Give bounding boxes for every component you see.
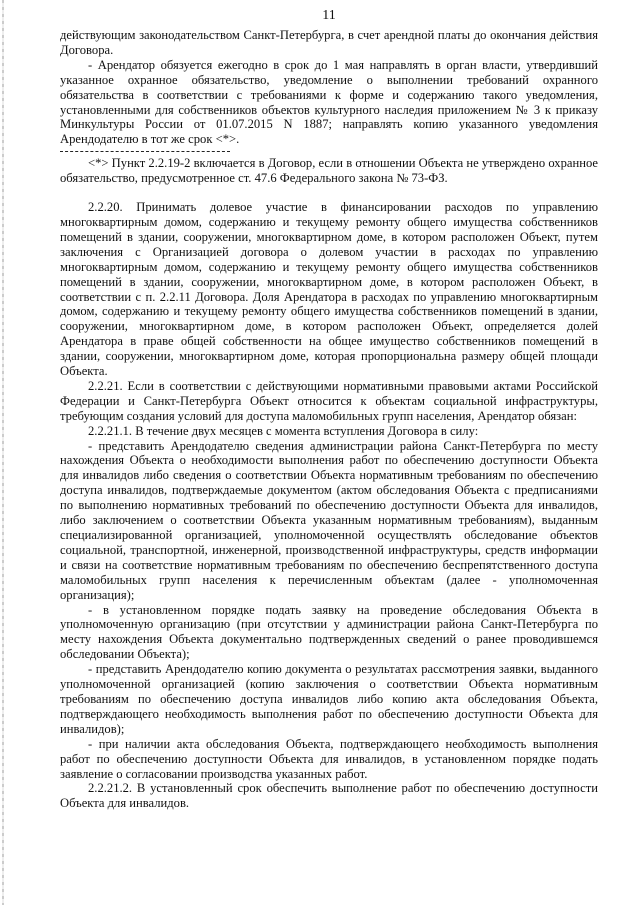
footnote-separator xyxy=(60,151,230,152)
clause-2-2-21-1: 2.2.21.1. В течение двух месяцев с момента вступления Договора в силу: xyxy=(88,423,479,438)
item-provide-copy: - представить Арендодателю копию документа о результатах рассмотрения заявки, выданного уполномоченной организацией (копию заключения о соответствии Объекта нормативным требованиям по обеспечению доступа инвалидов либо копию акта обследования Объекта, подтверждающего необходимость выполнения работ по обеспечению доступности Объекта для инвалидов); xyxy=(60,662,598,736)
item-submit-application: - в установленном порядке подать заявку на проведение обследования Объекта в уполномоченную организацию (при отсутствии у администрации района Санкт-Петербурга по месту нахождения Объекта документально подтвержденных сведений о ранее проводившемся обследовании Объекта); xyxy=(60,602,598,662)
paragraph-continuation: действующим законодательством Санкт-Петербурга, в счет арендной платы до окончания действия Договора. xyxy=(60,28,598,57)
clause-2-2-21: 2.2.21. Если в соответствии с действующими нормативными правовыми актами Российской Федерации и Санкт-Петербурга Объект относится к объектам социальной инфраструктуры, требующим создания условий для доступа маломобильных групп населения, Арендатор обязан: xyxy=(60,378,598,423)
clause-2-2-21-2: 2.2.21.2. В установленный срок обеспечить выполнение работ по обеспечению доступности Объекта для инвалидов. xyxy=(60,781,598,811)
paragraph-notification-duty: - Арендатор обязуется ежегодно в срок до 1 мая направлять в орган власти, утвердивший указанное охранное обязательство, уведомление о выполнении требований охранного обязательства в соответствии с требованиями к форме и содержанию такого уведомления, установленными для собственников объектов культурного наследия приложением № 3 к приказу Минкультуры России от 01.07.2015 N 1887; направлять копию указанного уведомления Арендодателю в тот же срок <*>. xyxy=(60,57,598,147)
scan-edge xyxy=(2,0,4,905)
item-provide-information: - представить Арендодателю сведения администрации района Санкт-Петербурга по месту нахождения Объекта о необходимости выполнения работ по обеспечению доступности Объекта для инвалидов либо сведения о соответствии Объекта нормативным требованиям по обеспечению доступа инвалидов, подтверждаемые документом (актом обследования Объекта с предписаниями по выполнению нормативных требований по обеспечению доступности Объекта для инвалидов, либо заключением о соответствии Объекта указанным нормативным требованиям), выданным специализированной организацией, уполномоченной осуществлять обследование объектов социальной, транспортной, инженерной, производственной инфраструктуры, средств информации и связи на соответствие нормативным требованиям по обеспечению беспрепятственного доступа маломобильных групп населения к перечисленным объектам (далее - уполномоченная организация); xyxy=(60,438,598,602)
page-number: 11 xyxy=(322,8,336,23)
item-approval-request: - при наличии акта обследования Объекта, подтверждающего необходимость выполнения работ по обеспечению доступности Объекта для инвалидов, в установленном порядке подать заявление о согласовании производства указанных работ. xyxy=(60,736,598,781)
footnote: <*> Пункт 2.2.19-2 включается в Договор, если в отношении Объекта не утверждено охранное обязательство, предусмотренное ст. 47.6 Федерального закона № 73-ФЗ. xyxy=(60,156,598,186)
clause-2-2-20: 2.2.20. Принимать долевое участие в финансировании расходов по управлению многоквартирным домом, содержанию и текущему ремонту общего имущества собственников помещений в здании, сооружении, многоквартирном доме, в котором расположен Объект, путем заключения с Организацией договора о долевом участии в расходах по управлению многоквартирным домом, содержанию и текущему ремонту общего имущества собственников помещений в здании, сооружении, многоквартирном доме, в котором расположен Объект, в соответствии с п. 2.2.11 Договора. Доля Арендатора в расходах по управлению многоквартирным домом, содержанию и текущему ремонту общего имущества собственников помещений в здании, сооружении, многоквартирном доме, в котором расположен Объект, определяется долей Арендатора в праве общей собственности на общее имущество собственников помещений в здании, сооружении, многоквартирном доме, которая пропорциональна размеру общей площади Объекта. xyxy=(60,200,598,379)
